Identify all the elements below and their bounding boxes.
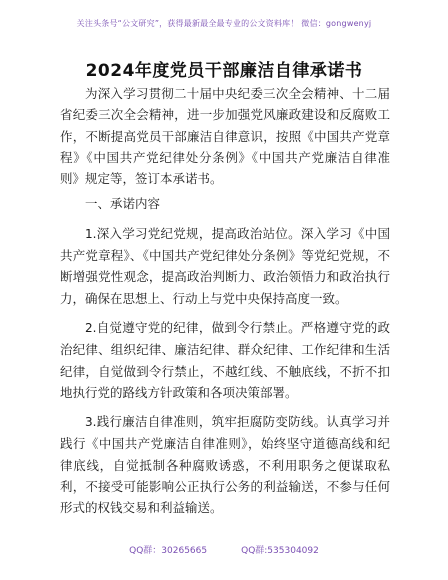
- item-number: 1.: [85, 226, 97, 241]
- item-text: 深入学习党纪党规，提高政治站位。深入学习《中国共产党章程》、《中国共产党纪律处分条例》等党纪党规，不断增强党性观念，提高政治判断力、政治领悟力和政治执行力，确保在思想上、行动上与党中央保持高度一致。: [60, 225, 390, 306]
- item-number: 2.: [85, 320, 97, 335]
- item-text: 自觉遵守党的纪律，做到令行禁止。严格遵守党的政治纪律、组织纪律、廉洁纪律、群众纪律、工作纪律和生活纪律，自觉做到令行禁止，不越红线、不触底线，不折不扣地执行党的路线方针政策和各项决策部署。: [60, 319, 390, 400]
- header-banner: 关注头条号“公文研究”，获得最新最全最专业的公文资料库！ 微信：gongwenyj: [76, 19, 372, 28]
- document-body: [60, 83, 390, 527]
- commitment-item-1: [60, 223, 390, 309]
- qq-group-2: QQ群:535304092: [241, 546, 319, 556]
- section-heading: 一、承诺内容: [85, 196, 161, 212]
- document-title: 2024年度党员干部廉洁自律承诺书: [85, 61, 363, 81]
- commitment-item-2: [60, 317, 390, 403]
- qq-group-1: QQ群：30265665: [129, 546, 208, 556]
- intro-paragraph: 为深入学习贯彻二十届中央纪委三次全会精神、十二届省纪委三次全会精神，进一步加强党风廉政建设和反腐败工作，不断提高党员干部廉洁自律意识，按照《中国共产党章程》《中国共产党纪律处分条例》《中国共产党廉洁自律准则》规定等，签订本承诺书。: [60, 86, 390, 187]
- item-number: 3.: [85, 415, 97, 430]
- item-text: 践行廉洁自律准则，筑牢拒腐防变防线。认真学习并践行《中国共产党廉洁自律准则》，始终坚守道德高线和纪律底线，自觉抵制各种腐败诱惑，不利用职务之便谋取私利，不接受可能影响公正执行公务的利益输送，不参与任何形式的权钱交易和利益输送。: [60, 414, 390, 516]
- footer-contact: [0, 543, 448, 556]
- commitment-item-3: [60, 411, 390, 518]
